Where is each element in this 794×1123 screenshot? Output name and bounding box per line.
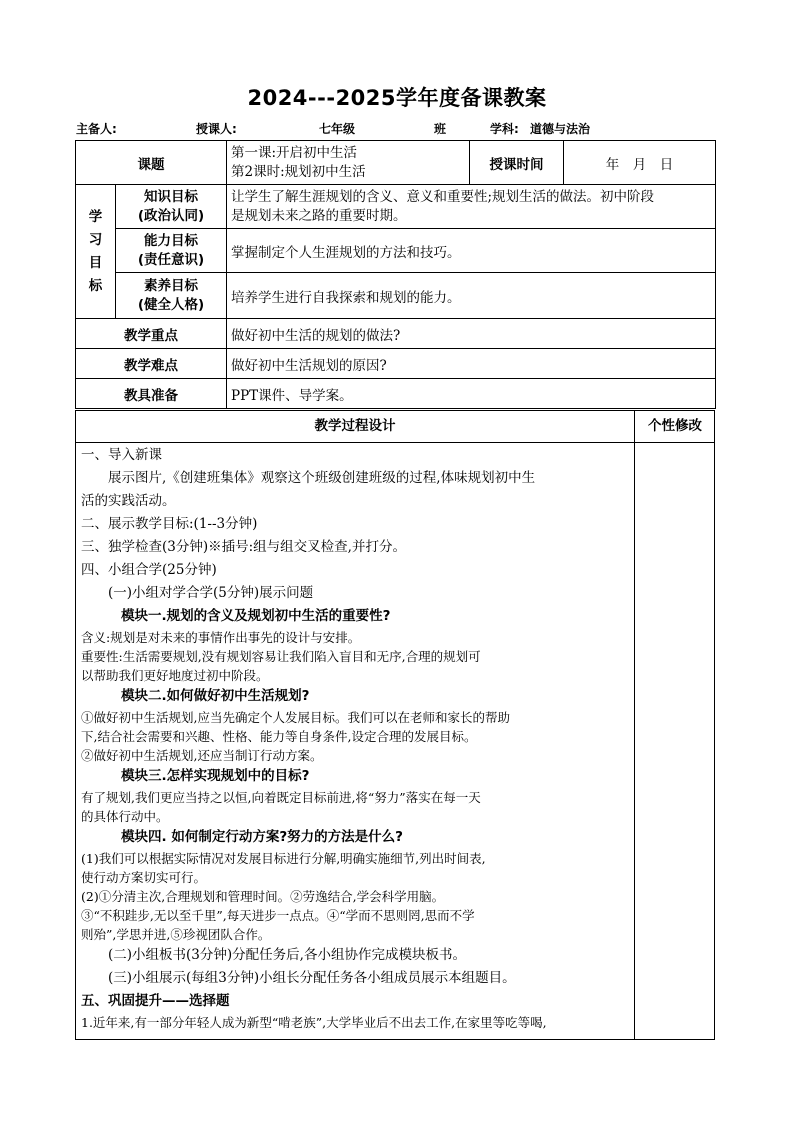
text-line: 以帮助我们更好地度过初中阶段。 bbox=[81, 668, 269, 683]
side-header: 个性修改 bbox=[634, 411, 715, 442]
lead-label: 主备人: bbox=[76, 122, 117, 136]
goal-text-literacy: 培养学生进行自我探索和规划的能力。 bbox=[227, 273, 716, 319]
difficulty-label: 教学难点 bbox=[76, 349, 227, 379]
goal-text-knowledge: 让学生了解生涯规划的含义、意义和重要性;规划生活的做法。初中阶段 是规划未来之路的重要时期。 bbox=[227, 185, 716, 229]
text-line: ③“不积跬步,无以至千里”,每天进步一点点。④“学而不思则罔,思而不学 bbox=[81, 908, 475, 923]
text-line: 下,结合社会需要和兴趣、性格、能力等自身条件,设定合理的发展目标。 bbox=[81, 729, 477, 744]
text-line: 则殆”,学思并进,⑤珍视团队合作。 bbox=[81, 927, 271, 942]
text-line: 使行动方案切实可行。 bbox=[81, 870, 207, 885]
topic-label: 课题 bbox=[76, 141, 227, 185]
text-line: (一)小组对学合学(5分钟)展示问题 bbox=[108, 585, 314, 601]
text-line: 展示图片,《创建班集体》观察这个班级创建班级的过程,体味规划初中生 bbox=[108, 470, 536, 486]
text-line: 含义:规划是对未来的事情作出事先的设计与安排。 bbox=[81, 630, 361, 645]
key-label: 教学重点 bbox=[76, 319, 227, 349]
text-line: 活的实践活动。 bbox=[81, 493, 176, 509]
tools-value: PPT课件、导学案。 bbox=[227, 379, 716, 409]
topic-line-2: 第2课时:规划初中生活 bbox=[231, 163, 366, 180]
time-value: 年 月 日 bbox=[564, 141, 716, 185]
module-1-heading: 模块一.规划的含义及规划初中生活的重要性? bbox=[121, 608, 391, 624]
text-line: 1.近年来,有一部分年轻人成为新型“啃老族”,大学毕业后不出去工作,在家里等吃等喝, bbox=[81, 1015, 547, 1030]
goal-text-ability: 掌握制定个人生涯规划的方法和技巧。 bbox=[227, 229, 716, 273]
lesson-info-table bbox=[75, 140, 716, 409]
text-line: 重要性:生活需要规划,没有规划容易让我们陷入盲目和无序,合理的规划可 bbox=[81, 649, 481, 664]
text-line: (1)我们可以根据实际情况对发展目标进行分解,明确实施细节,列出时间表, bbox=[81, 851, 486, 866]
difficulty-value: 做好初中生活规划的原因? bbox=[227, 349, 716, 379]
grade: 七年级 bbox=[319, 122, 356, 136]
module-4-heading: 模块四. 如何制定行动方案?努力的方法是什么? bbox=[121, 829, 403, 845]
text-line: 的具体行动中。 bbox=[81, 809, 169, 824]
section-goals: 二、展示教学目标:(1--3分钟) bbox=[81, 516, 258, 532]
module-3-heading: 模块三.怎样实现规划中的目标? bbox=[121, 768, 310, 784]
goals-label: 学 习 目 标 bbox=[76, 185, 116, 319]
goal-name-literacy: 素养目标 (健全人格) bbox=[116, 273, 227, 319]
meta-row bbox=[76, 120, 716, 138]
section-group: 四、小组合学(25分钟) bbox=[81, 562, 217, 578]
text-line: (2)①分清主次,合理规划和管理时间。②劳逸结合,学会科学用脑。 bbox=[81, 889, 445, 904]
text-line: ①做好初中生活规划,应当先确定个人发展目标。我们可以在老师和家长的帮助 bbox=[81, 710, 510, 725]
teacher-label: 授课人: bbox=[196, 122, 237, 136]
process-header: 教学过程设计 bbox=[314, 418, 396, 434]
text-line: (三)小组展示(每组3分钟)小组长分配任务各小组成员展示本组题目。 bbox=[108, 970, 516, 986]
tools-label: 教具准备 bbox=[76, 379, 227, 409]
section-self-check: 三、独学检查(3分钟)※插号:组与组交叉检查,并打分。 bbox=[81, 539, 406, 555]
goal-name-ability: 能力目标 (责任意识) bbox=[116, 229, 227, 273]
subject: 道德与法治 bbox=[530, 122, 591, 136]
text-line: 有了规划,我们更应当持之以恒,向着既定目标前进,将“努力”落实在每一天 bbox=[81, 790, 481, 805]
goal-name-knowledge: 知识目标 (政治认同) bbox=[116, 185, 227, 229]
time-label: 授课时间 bbox=[470, 141, 564, 185]
section-intro: 一、导入新课 bbox=[81, 447, 162, 463]
process-section bbox=[75, 410, 715, 1040]
topic-cell bbox=[227, 141, 470, 185]
revision-column bbox=[634, 442, 715, 1039]
process-header-row bbox=[76, 411, 714, 443]
page-title: 2024---2025学年度备课教案 bbox=[247, 86, 547, 110]
subject-label: 学科: bbox=[490, 122, 519, 136]
module-2-heading: 模块二.如何做好初中生活规划? bbox=[121, 688, 310, 704]
topic-line-1: 第一课:开启初中生活 bbox=[231, 144, 358, 161]
text-line: (二)小组板书(3分钟)分配任务后,各小组协作完成模块板书。 bbox=[108, 947, 466, 963]
process-content bbox=[81, 444, 629, 1032]
text-line: ②做好初中生活规划,还应当制订行动方案。 bbox=[81, 748, 323, 763]
class-label: 班 bbox=[434, 122, 447, 136]
key-value: 做好初中生活的规划的做法? bbox=[227, 319, 716, 349]
section-consolidate: 五、巩固提升——选择题 bbox=[81, 993, 230, 1009]
